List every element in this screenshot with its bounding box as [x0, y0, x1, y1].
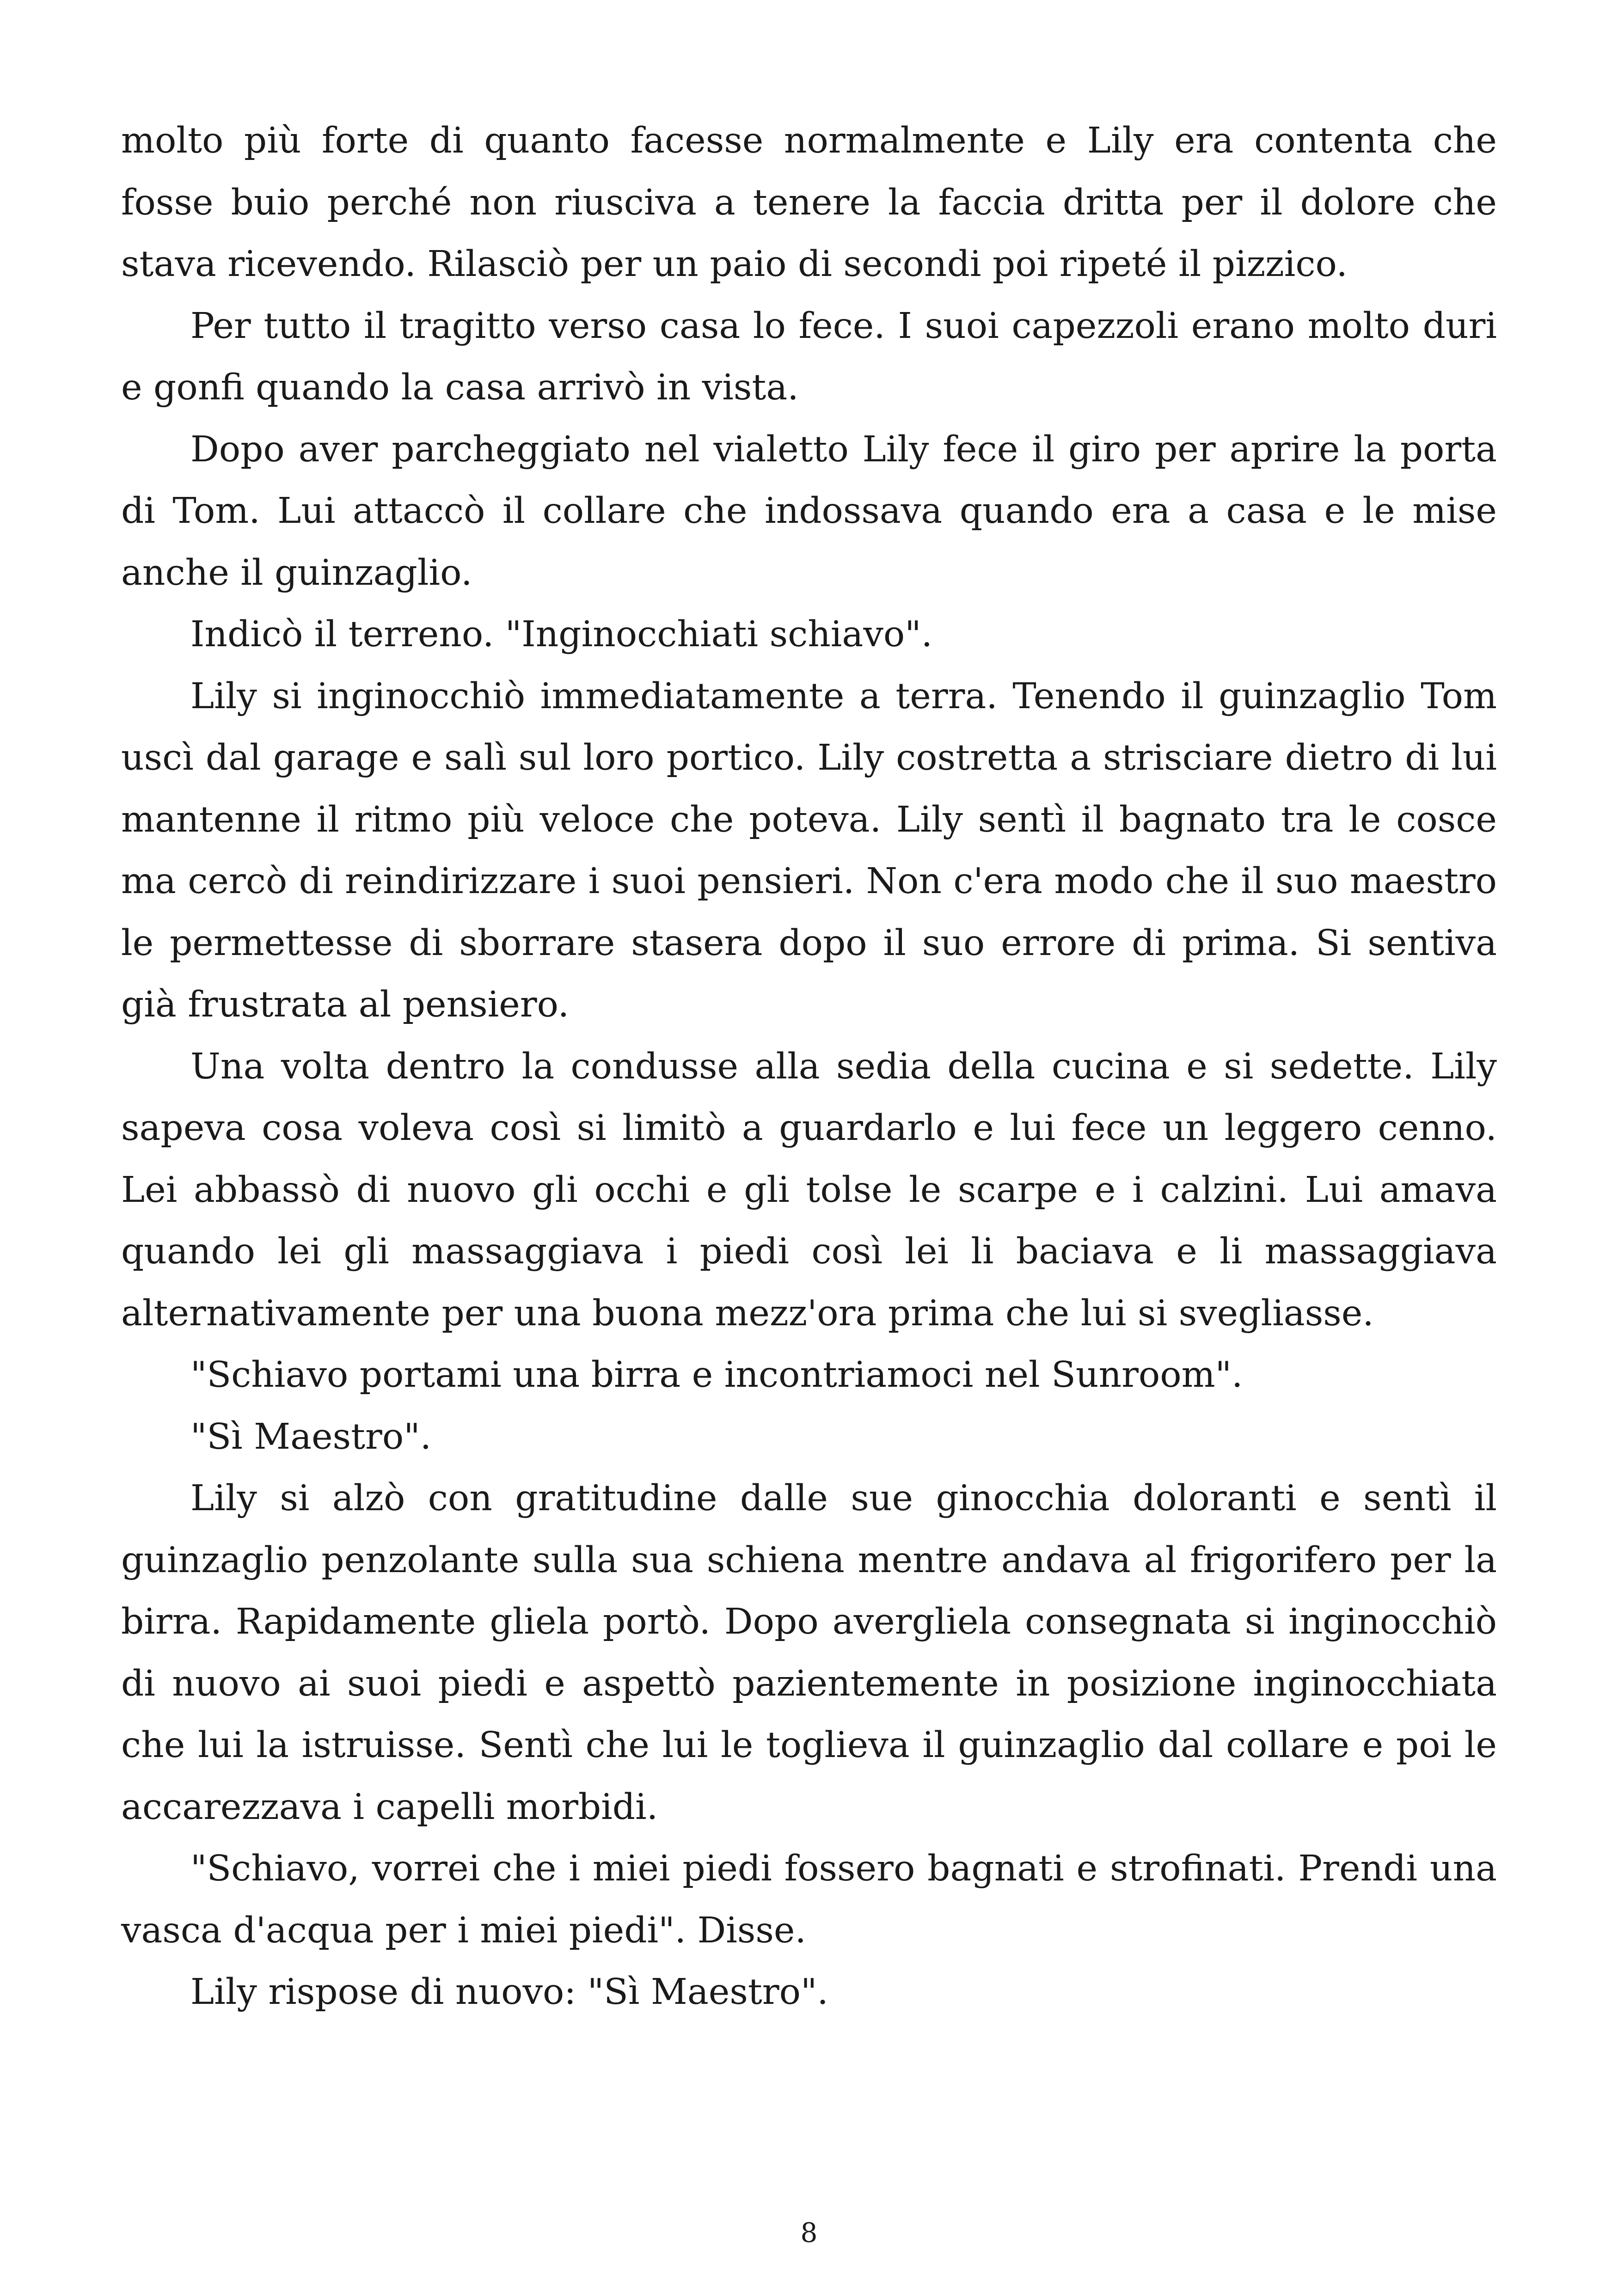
paragraph: "Schiavo portami una birra e incontriamoci nel Sunroom". — [190, 1354, 1243, 1396]
paragraph: "Schiavo, vorrei che i miei piedi fossero bagnati e strofinati. Prendi una vasca d'acqua per i miei piedi". Disse. — [121, 1848, 1497, 1951]
paragraph: Per tutto il tragitto verso casa lo fece. I suoi capezzoli erano molto duri e gonfi quando la casa arrivò in vista. — [121, 305, 1497, 408]
paragraph: Dopo aver parcheggiato nel vialetto Lily fece il giro per aprire la porta di Tom. Lui attaccò il collare che indossava quando era a casa e le mise anche il guinzaglio. — [121, 429, 1497, 594]
paragraph: Lily si inginocchiò immediatamente a terra. Tenendo il guinzaglio Tom uscì dal garage e salì sul loro portico. Lily costretta a strisciare dietro di lui mantenne il ritmo più veloce che poteva. Lily sentì il bagnato tra le cosce ma cercò di reindirizzare i suoi pensieri. Non c'era modo che il suo maestro le permettesse di sborrare stasera dopo il suo errore di prima. Si sentiva già frustrata al pensiero. — [121, 675, 1497, 1025]
body-text — [121, 110, 1497, 2023]
paragraph: Lily rispose di nuovo: "Sì Maestro". — [190, 1971, 828, 2013]
paragraph: "Sì Maestro". — [190, 1416, 432, 1457]
paragraph: Lily si alzò con gratitudine dalle sue ginocchia doloranti e sentì il guinzaglio penzolante sulla sua schiena mentre andava al frigorifero per la birra. Rapidamente gliela portò. Dopo avergliela consegnata si inginocchiò di nuovo ai suoi piedi e aspettò pazientemente in posizione inginocchiata che lui la istruisse. Sentì che lui le toglieva il guinzaglio dal collare e poi le accarezzava i capelli morbidi. — [121, 1478, 1497, 1828]
paragraph: Una volta dentro la condusse alla sedia della cucina e si sedette. Lily sapeva cosa voleva così si limitò a guardarlo e lui fece un leggero cenno. Lei abbassò di nuovo gli occhi e gli tolse le scarpe e i calzini. Lui amava quando lei gli massaggiava i piedi così lei li baciava e li massaggiava alternativamente per una buona mezz'ora prima che lui si svegliasse. — [121, 1046, 1497, 1334]
page-number: 8 — [800, 2217, 818, 2248]
paragraph: Indicò il terreno. "Inginocchiati schiavo". — [190, 614, 933, 655]
paragraph: molto più forte di quanto facesse normalmente e Lily era contenta che fosse buio perché non riusciva a tenere la faccia dritta per il dolore che stava ricevendo. Rilasciò per un paio di secondi poi ripeté il pizzico. — [121, 120, 1497, 285]
